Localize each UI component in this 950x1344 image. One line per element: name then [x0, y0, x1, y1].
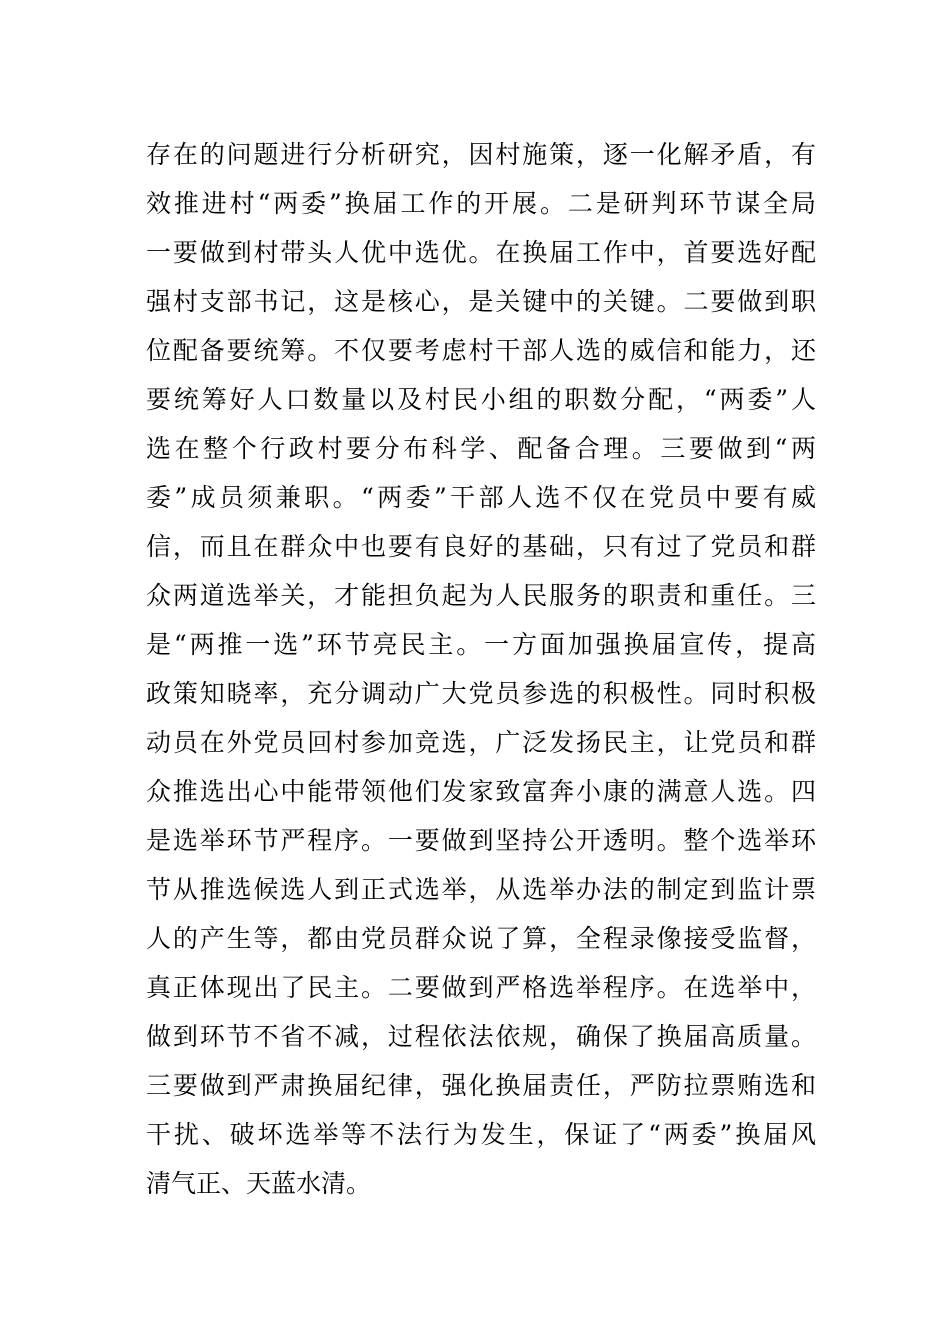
text-line: 效推进村“两委”换届工作的开展。二是研判环节谋全局: [146, 189, 816, 218]
text-line: 做到环节不省不减，过程依法依规，确保了换届高质量。: [146, 1022, 816, 1051]
text-line: 要统筹好人口数量以及村民小组的职数分配，“两委”人: [146, 385, 816, 414]
body-paragraph: [146, 130, 816, 1208]
text-line: 是选举环节严程序。一要做到坚持公开透明。整个选举环: [146, 826, 816, 855]
text-line: 一要做到村带头人优中选优。在换届工作中，首要选好配: [146, 238, 816, 267]
text-line: 真正体现出了民主。二要做到严格选举程序。在选举中，: [146, 973, 816, 1002]
text-line: 三要做到严肃换届纪律，强化换届责任，严防拉票贿选和: [146, 1071, 816, 1100]
text-line: 人的产生等，都由党员群众说了算，全程录像接受监督，: [146, 924, 816, 953]
text-line-last: 清气正、天蓝水清。: [146, 1169, 372, 1198]
text-line: 委”成员须兼职。“两委”干部人选不仅在党员中要有威: [146, 483, 816, 512]
text-line: 强村支部书记，这是核心，是关键中的关键。二要做到职: [146, 287, 816, 316]
text-line: 干扰、破坏选举等不法行为发生，保证了“两委”换届风: [146, 1120, 816, 1149]
text-line: 是“两推一选”环节亮民主。一方面加强换届宣传，提高: [146, 630, 816, 659]
text-line: 众两道选举关，才能担负起为人民服务的职责和重任。三: [146, 581, 816, 610]
text-line: 政策知晓率，充分调动广大党员参选的积极性。同时积极: [146, 679, 816, 708]
text-line: 存在的问题进行分析研究，因村施策，逐一化解矛盾，有: [146, 140, 816, 169]
text-line: 位配备要统筹。不仅要考虑村干部人选的威信和能力，还: [146, 336, 816, 365]
text-line: 众推选出心中能带领他们发家致富奔小康的满意人选。四: [146, 777, 816, 806]
text-line: 选在整个行政村要分布科学、配备合理。三要做到“两: [146, 434, 816, 463]
text-line: 动员在外党员回村参加竞选，广泛发扬民主，让党员和群: [146, 728, 816, 757]
text-line: 节从推选候选人到正式选举，从选举办法的制定到监计票: [146, 875, 816, 904]
text-line: 信，而且在群众中也要有良好的基础，只有过了党员和群: [146, 532, 816, 561]
